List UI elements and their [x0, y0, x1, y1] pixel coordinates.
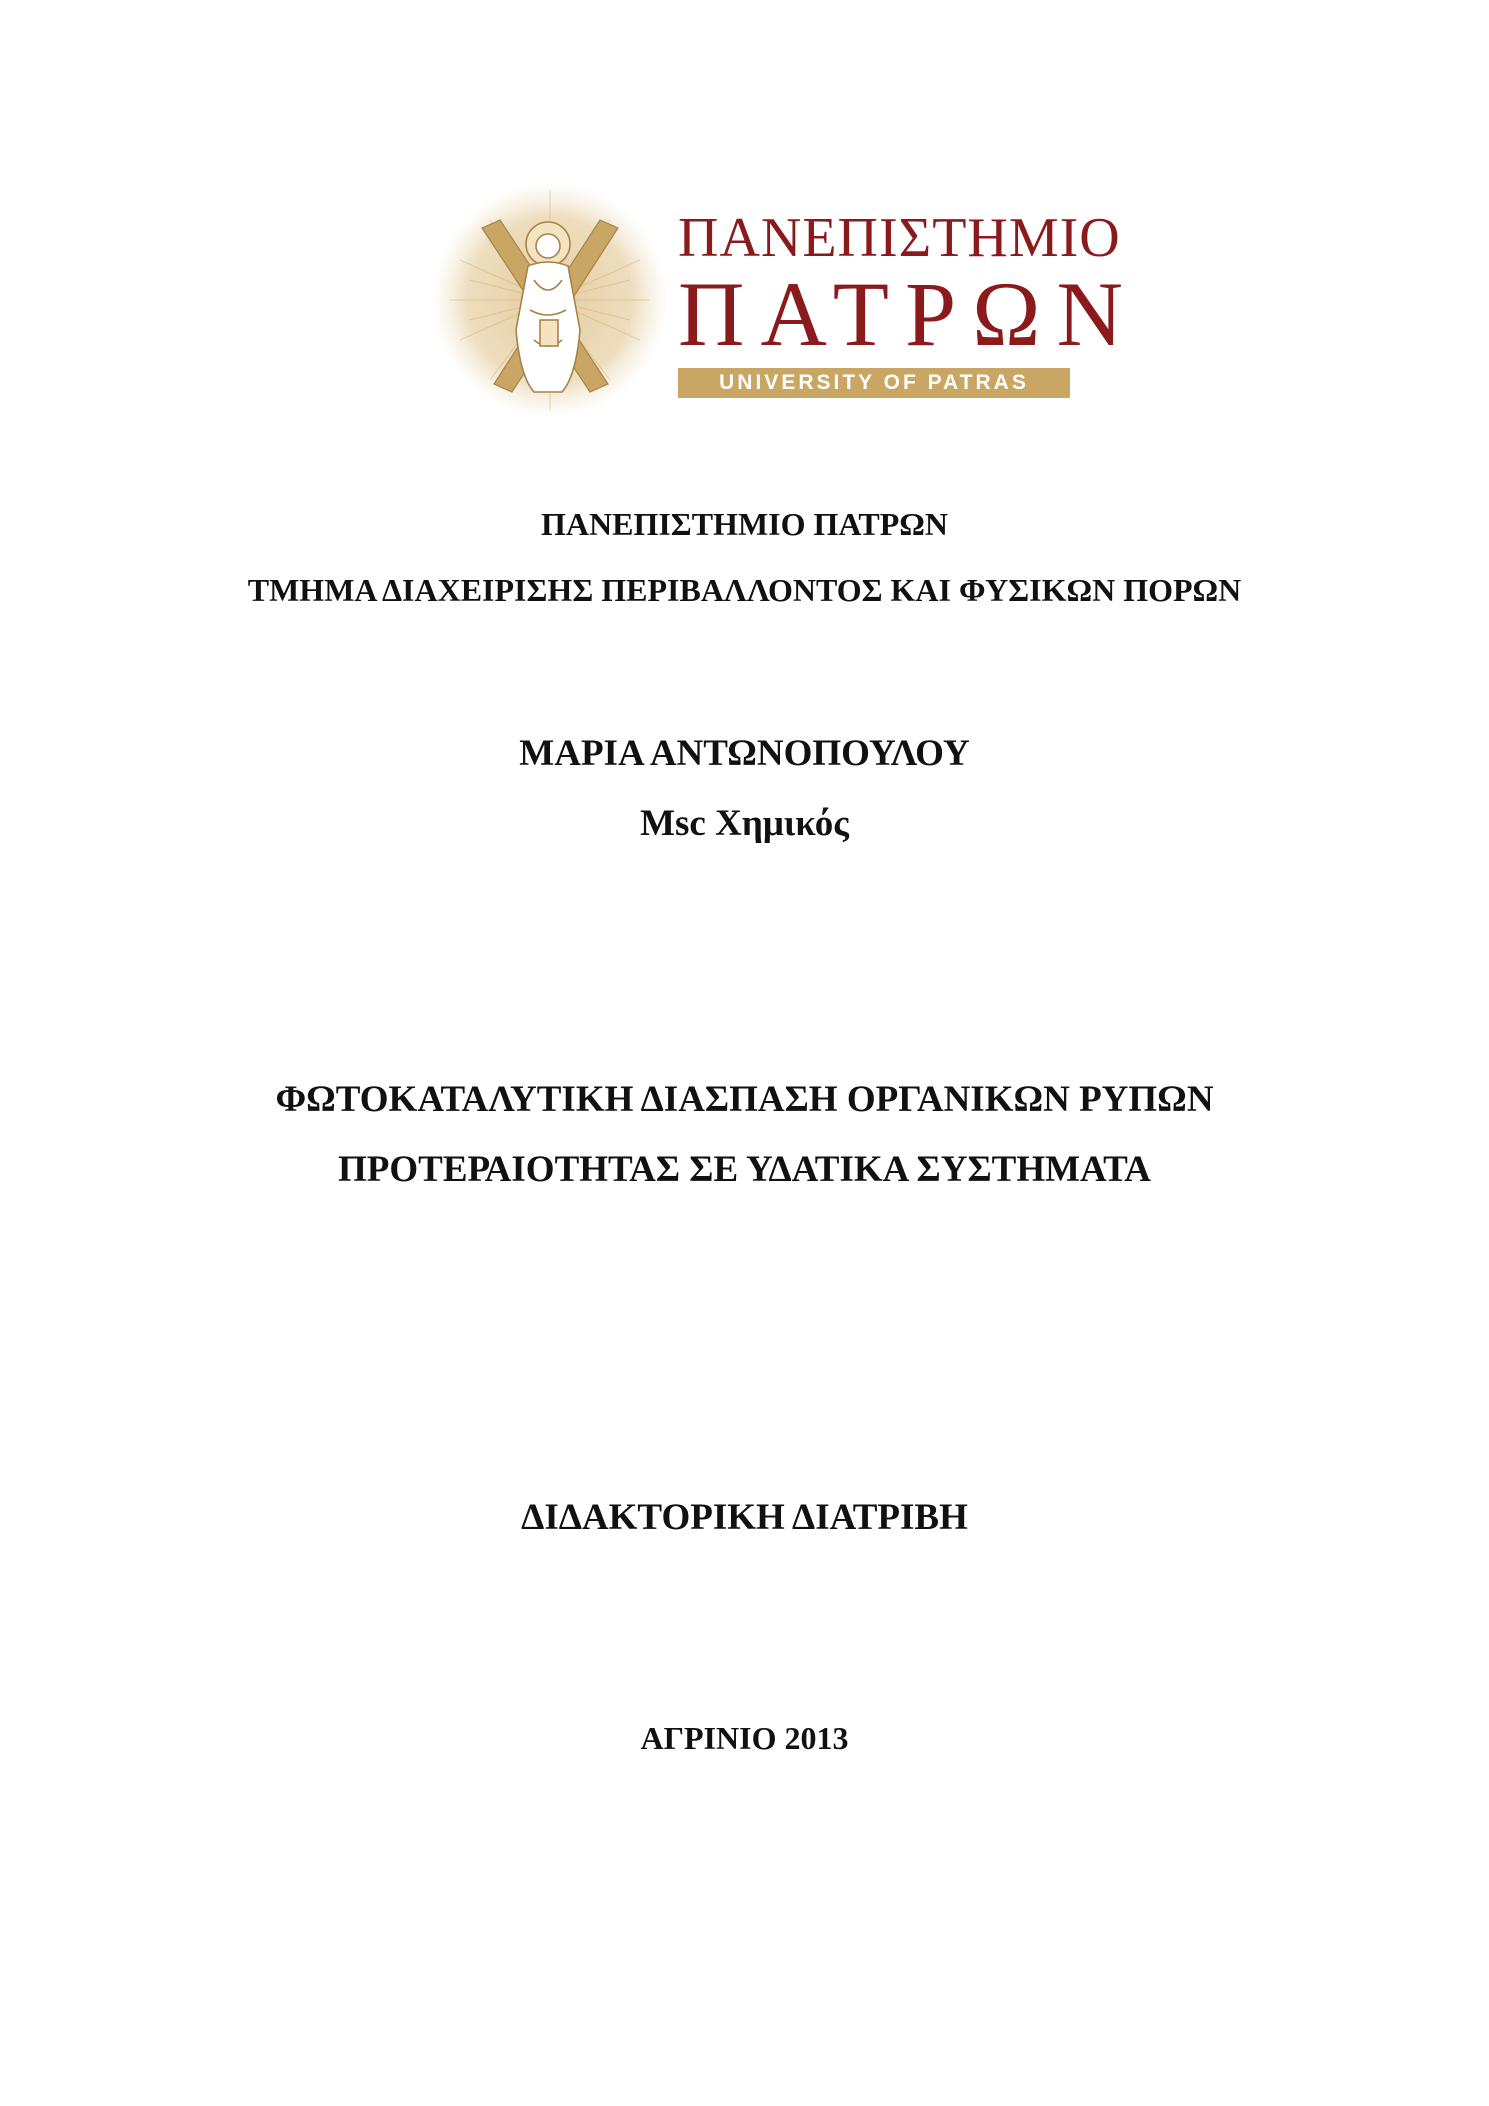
university-logo [430, 180, 1139, 420]
thesis-title-line1: ΦΩΤΟΚΑΤΑΛΥΤΙΚΗ ΔΙΑΣΠΑΣΗ ΟΡΓΑΝΙΚΩΝ ΡΥΠΩΝ [275, 1079, 1214, 1120]
logo-wordmark-line2: ΠΑΤΡΩΝ [678, 263, 1139, 365]
author-name: ΜΑΡΙΑ ΑΝΤΩΝΟΠΟΥΛΟΥ [519, 733, 970, 774]
thesis-title-line2: ΠΡΟΤΕΡΑΙΟΤΗΤΑΣ ΣΕ ΥΔΑΤΙΚΑ ΣΥΣΤΗΜΑΤΑ [338, 1149, 1151, 1190]
document-type: ΔΙΔΑΚΤΟΡΙΚΗ ΔΙΑΤΡΙΒΗ [521, 1497, 968, 1538]
department-name: ΤΜΗΜΑ ΔΙΑΧΕΙΡΙΣΗΣ ΠΕΡΙΒΑΛΛΟΝΤΟΣ ΚΑΙ ΦΥΣΙΚΩΝ ΠΟΡΩΝ [247, 572, 1242, 608]
logo-wordmark-line1: ΠΑΝΕΠΙΣΤΗΜΙΟ [678, 207, 1121, 269]
logo-english-band: UNIVERSITY OF PATRAS [678, 368, 1070, 398]
saint-andrew-emblem-icon [430, 180, 670, 420]
logo-wordmark [678, 207, 1139, 398]
university-name: ΠΑΝΕΠΙΣΤΗΜΙΟ ΠΑΤΡΩΝ [540, 506, 948, 542]
author-degree: Msc Χημικός [640, 803, 849, 844]
place-and-year: ΑΓΡΙΝΙΟ 2013 [640, 1720, 849, 1756]
